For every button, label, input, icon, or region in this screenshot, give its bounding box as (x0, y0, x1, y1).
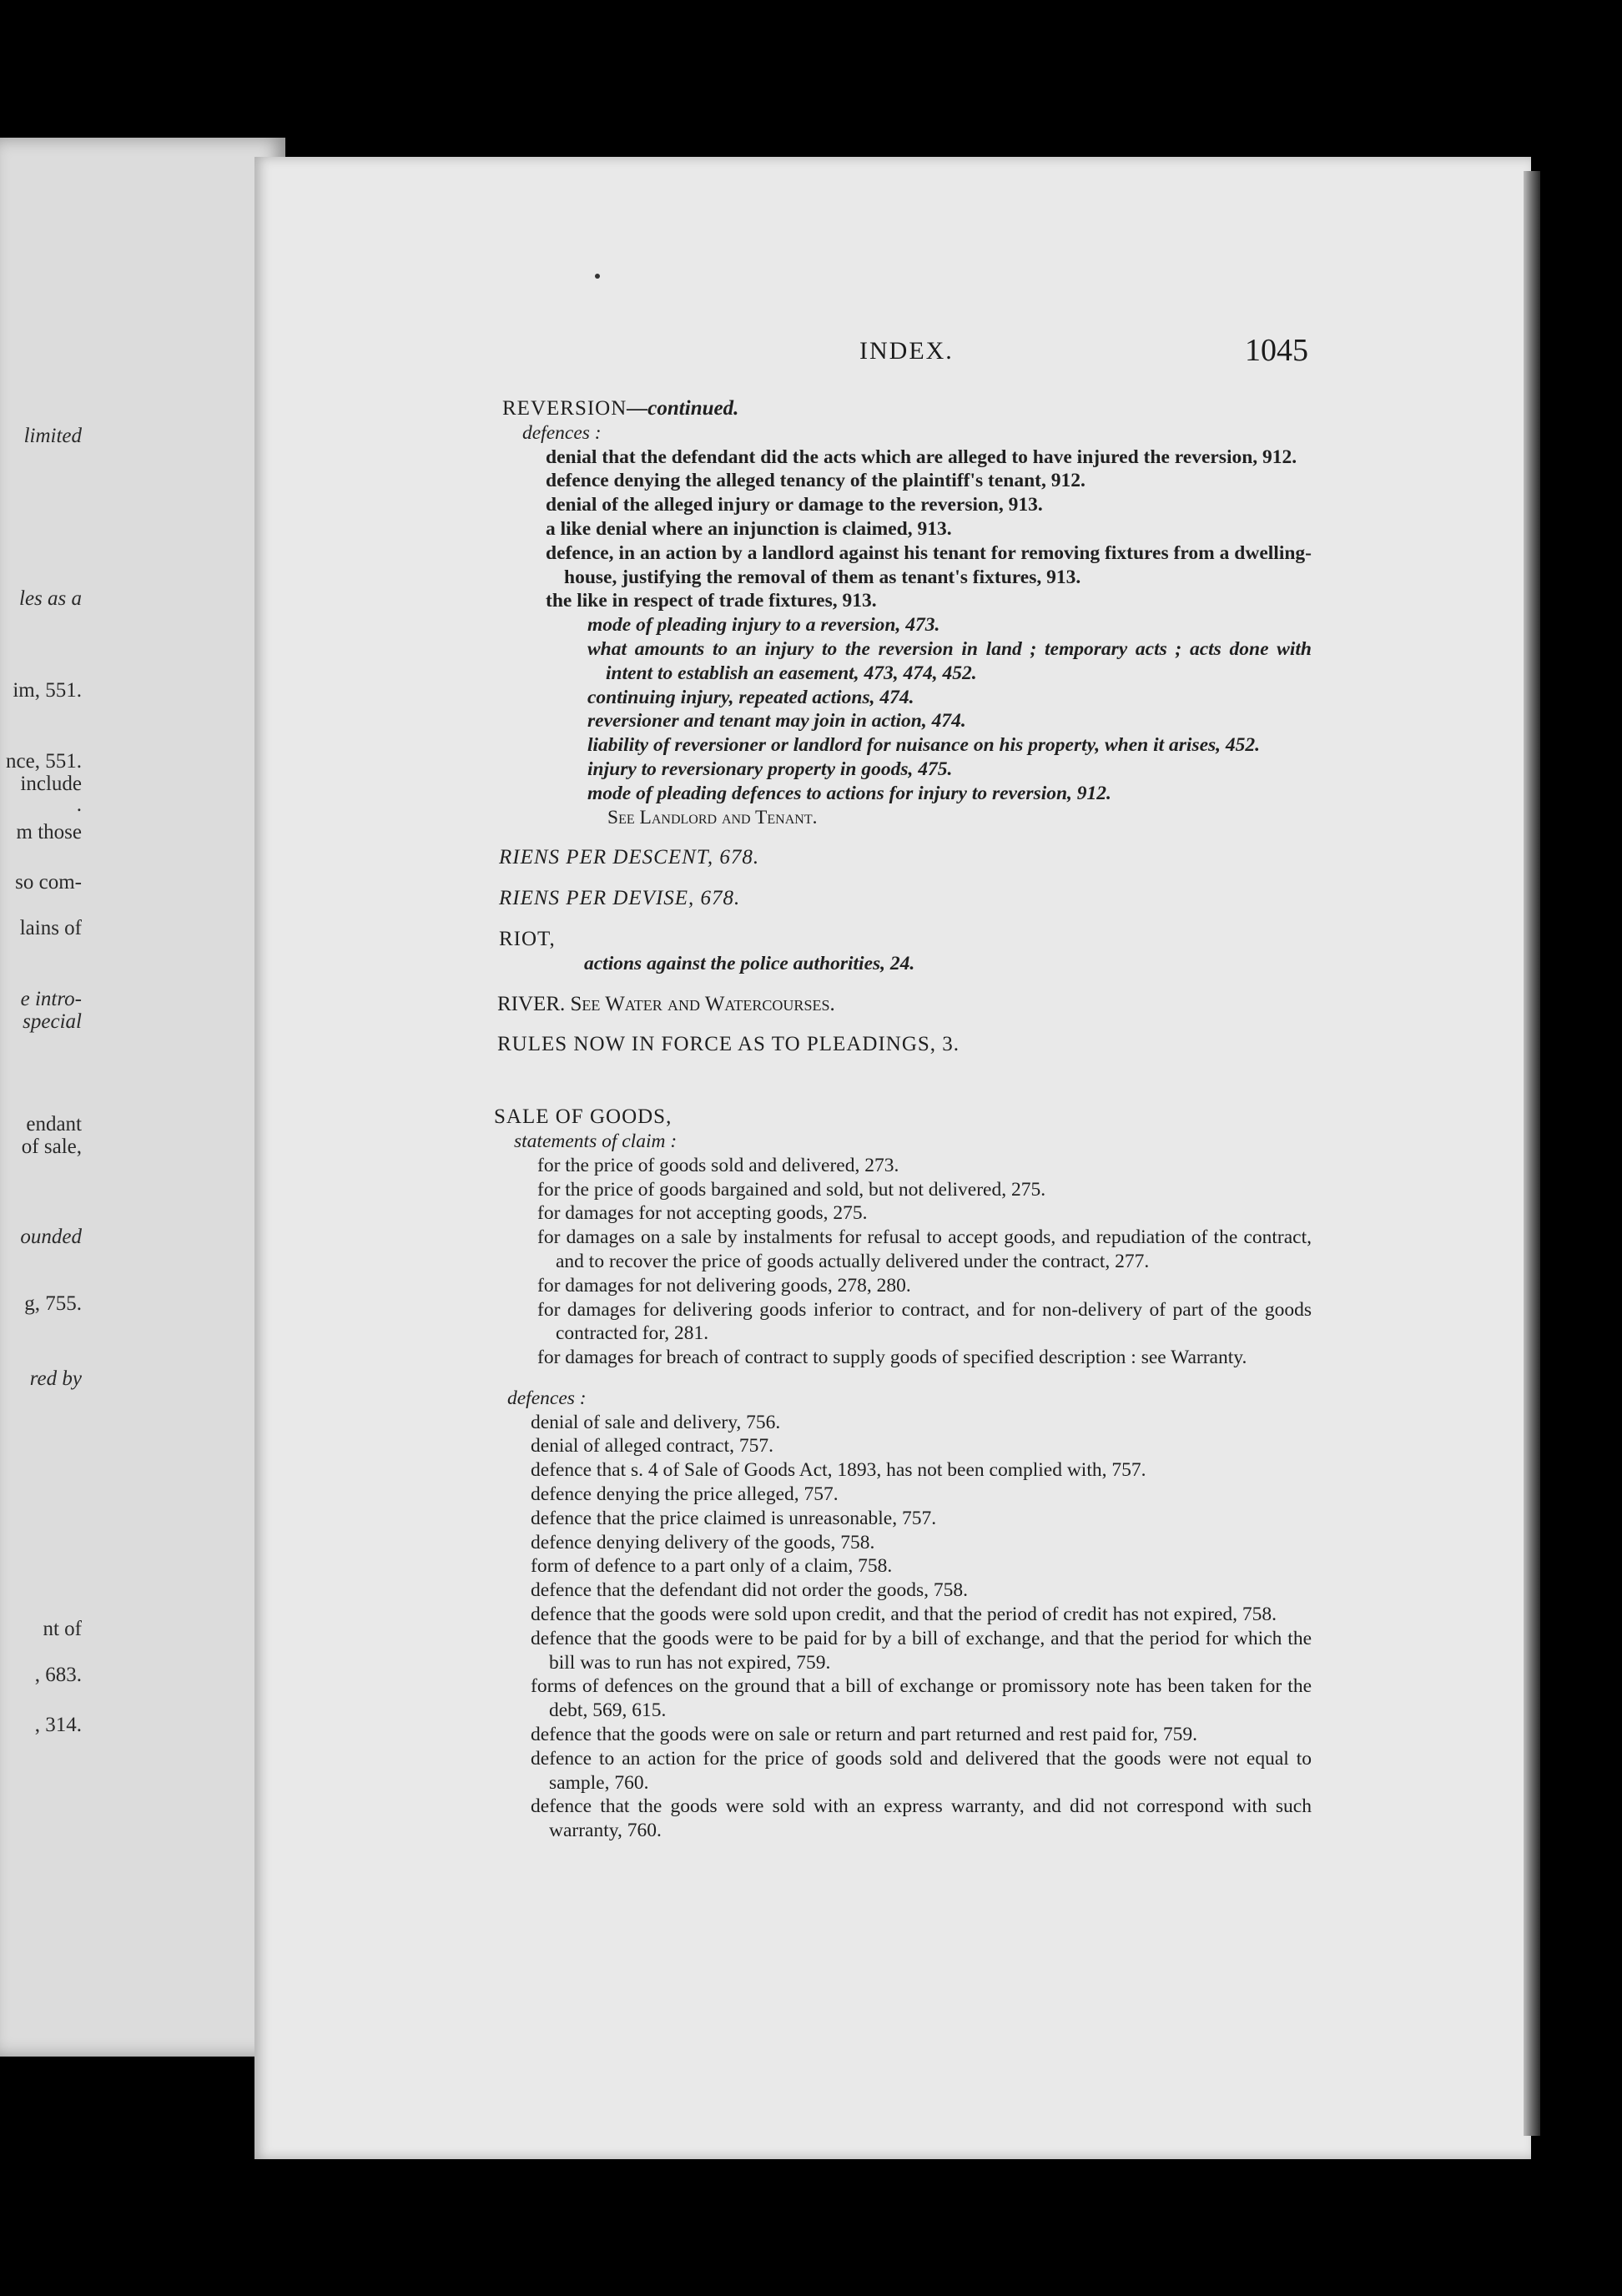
index-entry: a like denial where an injunction is claimed, 913. (546, 517, 952, 540)
left-fragment: g, 755. (24, 1292, 82, 1315)
left-fragment: , 314. (34, 1714, 82, 1736)
index-entry: for damages on a sale by instalments for refusal to accept goods, and repudiation of the contract, and to recover the price of goods actually delivered under the contract, 277. (537, 1226, 1312, 1272)
index-entry: defence that s. 4 of Sale of Goods Act, 1893, has not been complied with, 757. (531, 1459, 1146, 1482)
spacer (494, 829, 1312, 846)
index-entry: form of defence to a part only of a claim, 758. (531, 1555, 893, 1578)
header-title: INDEX. (859, 337, 954, 365)
index-heading: RIENS PER DESCENT, 678. (499, 846, 760, 869)
index-heading (494, 928, 1312, 952)
left-fragment: endant (26, 1113, 82, 1135)
index-heading (494, 1105, 1312, 1130)
left-fragment: , 683. (34, 1664, 82, 1686)
heading-suffix: —continued. (627, 397, 739, 420)
index-entry: forms of defences on the ground that a bill of exchange or promissory note has been taken for the debt, 569, 615. (531, 1675, 1312, 1722)
left-fragment: ounded (20, 1226, 82, 1248)
left-fragment: lains of (19, 917, 82, 939)
heading-text: RULES NOW IN FORCE AS TO PLEADINGS, 3. (497, 1033, 960, 1056)
index-see-reference: See Landlord and Tenant. (607, 806, 818, 828)
index-cross-reference: injury to reversionary property in goods, 475. (587, 758, 953, 780)
index-subheading: defences : (522, 421, 602, 444)
index-entry: defence denying delivery of the goods, 758. (531, 1531, 875, 1553)
index-entry: defence that the goods were sold with an express warranty, and did not correspond with such warranty, 760. (531, 1795, 1312, 1842)
index-entry: defence, in an action by a landlord against his tenant for removing fixtures from a dwelling-house, justifying the removal of them as tenant's fixtures, 913. (546, 541, 1312, 588)
index-entry: defence that the defendant did not order the goods, 758. (531, 1579, 969, 1602)
index-entry: for damages for not accepting goods, 275. (537, 1202, 868, 1225)
index-entry: the like in respect of trade fixtures, 913. (546, 590, 877, 612)
index-cross-reference: mode of pleading injury to a reversion, 473. (587, 614, 940, 637)
index-entry: denial of the alleged injury or damage to the reversion, 913. (546, 494, 1043, 516)
index-entry: defence that the price claimed is unreasonable, 757. (531, 1507, 937, 1529)
index-entry: denial of alleged contract, 757. (531, 1435, 774, 1458)
left-fragment: special (23, 1010, 82, 1033)
index-entry: defence that the goods were on sale or return and part returned and rest paid for, 759. (531, 1724, 1198, 1746)
index-entry: for damages for breach of contract to supply goods of specified description : see Warranty. (537, 1347, 1247, 1369)
heading-text: REVERSION (502, 397, 627, 420)
index-heading (494, 397, 1312, 421)
index-entry: defence denying the price alleged, 757. (531, 1483, 839, 1506)
spacer (494, 870, 1312, 887)
left-fragment: of sale, (21, 1135, 82, 1158)
left-fragment: include (20, 773, 82, 795)
spacer (494, 1016, 1312, 1033)
index-entry: for the price of goods sold and delivered, 273. (537, 1154, 899, 1176)
index-subheading: defences : (507, 1387, 587, 1409)
left-fragment: les as a (19, 587, 82, 610)
index-see-reference: RIVER. See Water and Watercourses. (497, 992, 835, 1015)
index-entry: denial of sale and delivery, 756. (531, 1411, 781, 1433)
index-cross-reference: continuing injury, repeated actions, 474. (587, 686, 914, 708)
index-entry: defence to an action for the price of goods sold and delivered that the goods were not equal to sample, 760. (531, 1747, 1312, 1794)
index-entry: defence that the goods were to be paid for by a bill of exchange, and that the period for which the bill was to run has not expired, 759. (531, 1627, 1312, 1674)
page-header (501, 332, 1308, 374)
index-content (494, 397, 1312, 1843)
index-subheading: statements of claim : (514, 1130, 678, 1152)
left-fragment: nce, 551. (6, 750, 82, 773)
spacer (494, 1370, 1312, 1387)
index-cross-reference: mode of pleading defences to actions for injury to reversion, 912. (587, 782, 1111, 804)
page-number: 1045 (1245, 333, 1308, 368)
index-entry: for damages for delivering goods inferior to contract, and for non-delivery of part of the goods contracted for, 281. (537, 1298, 1312, 1345)
left-fragment: im, 551. (13, 679, 82, 702)
left-fragment: so com- (15, 871, 82, 894)
index-cross-reference: liability of reversioner or landlord for nuisance on his property, when it arises, 452. (587, 734, 1261, 757)
left-fragment: nt of (43, 1618, 82, 1640)
index-cross-reference: what amounts to an injury to the reversion in land ; temporary acts ; acts done with intent to establish an easement, 473, 474, 452. (587, 637, 1312, 684)
spacer (494, 1057, 1312, 1105)
index-heading (494, 1033, 1312, 1057)
index-entry: for the price of goods bargained and sold, but not delivered, 275. (537, 1178, 1046, 1201)
left-fragment: e intro- (20, 988, 82, 1010)
index-entry: defence that the goods were sold upon credit, and that the period of credit has not expired, 758. (531, 1604, 1277, 1626)
left-fragment: . (76, 793, 82, 816)
left-fragment: red by (29, 1367, 82, 1390)
index-heading: RIENS PER DEVISE, 678. (499, 887, 741, 910)
index-cross-reference: actions against the police authorities, 24. (584, 952, 915, 974)
index-entry: denial that the defendant did the acts which are alleged to have injured the reversion, 912. (546, 446, 1297, 468)
index-entry: defence denying the alleged tenancy of the plaintiff's tenant, 912. (546, 470, 1086, 492)
index-entry: for damages for not delivering goods, 278, 280. (537, 1274, 911, 1297)
spacer (494, 976, 1312, 993)
page-edge (1524, 171, 1540, 2136)
heading-text: SALE OF GOODS, (494, 1105, 672, 1129)
index-cross-reference: reversioner and tenant may join in action, 474. (587, 710, 966, 733)
heading-text: RIOT, (499, 927, 556, 950)
ink-dot (595, 274, 600, 279)
left-fragment: limited (23, 425, 82, 447)
spacer (494, 911, 1312, 928)
left-fragment: m those (16, 821, 82, 843)
